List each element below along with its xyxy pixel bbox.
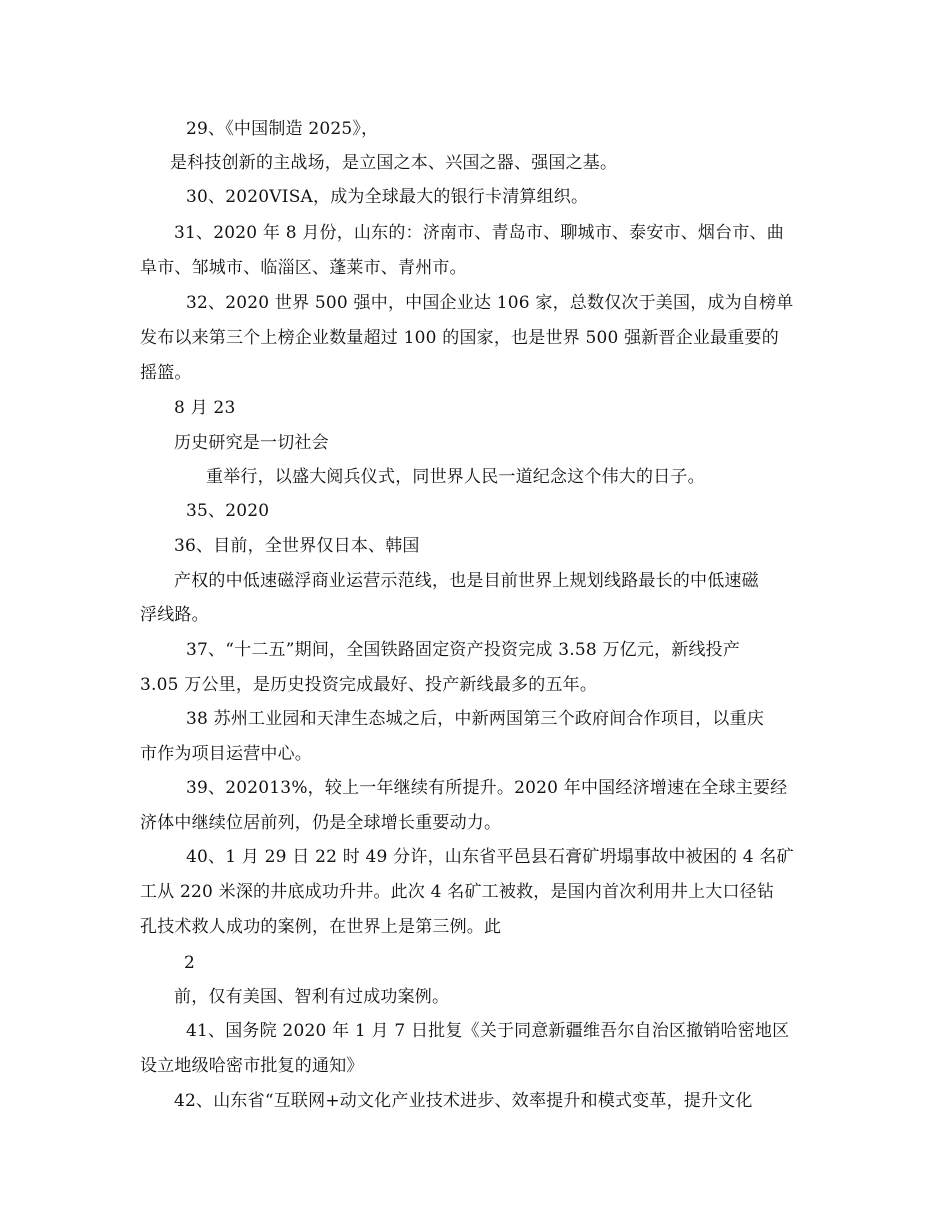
text-line-36-b: 产权的中低速磁浮商业运营示范线，也是目前世界上规划线路最长的中低速磁 [174, 571, 759, 591]
text-line-parade: 重举行，以盛大阅兵仪式，同世界人民一道纪念这个伟大的日子。 [206, 467, 705, 487]
text-line-31-b: 阜市、邹城市、临淄区、蓬莱市、青州市。 [140, 258, 467, 278]
text-line-40-b: 工从 220 米深的井底成功升井。此次 4 名矿工被救，是国内首次利用井上大口径钻 [140, 882, 775, 902]
page-number: 2 [184, 953, 196, 973]
text-line-40-c: 孔技术救人成功的案例，在世界上是第三例。此 [140, 917, 502, 937]
text-line-40-d: 前，仅有美国、智利有过成功案例。 [174, 987, 450, 1007]
text-line-40-a: 40、1 月 29 日 22 时 49 分许，山东省平邑县石膏矿坍塌事故中被困的 4 名矿 [186, 847, 794, 867]
text-line-29-body: 是科技创新的主战场，是立国之本、兴国之器、强国之基。 [170, 153, 618, 173]
text-line-32-c: 摇篮。 [140, 363, 192, 383]
text-line-37-b: 3.05 万公里，是历史投资完成最好、投产新线最多的五年。 [140, 675, 598, 695]
text-line-42: 42、山东省“互联网+动文化产业技术进步、效率提升和模式变革，提升文化 [174, 1091, 753, 1111]
text-line-39-b: 济体中继续位居前列，仍是全球增长重要动力。 [140, 813, 502, 833]
text-line-39-a: 39、202013%，较上一年继续有所提升。2020 年中国经济增速在全球主要经 [186, 778, 788, 798]
text-line-31-a: 31、2020 年 8 月份，山东的：济南市、青岛市、聊城市、泰安市、烟台市、曲 [174, 223, 784, 243]
text-line-36-c: 浮线路。 [140, 605, 209, 625]
text-line-29-title: 29、《中国制造 2025》， [186, 119, 379, 139]
text-line-38-a: 38 苏州工业园和天津生态城之后，中新两国第三个政府间合作项目，以重庆 [186, 709, 765, 729]
text-line-38-b: 市作为项目运营中心。 [140, 744, 312, 764]
text-line-41-b: 设立地级哈密市批复的通知》 [140, 1056, 364, 1076]
text-line-36-a: 36、目前，全世界仅日本、韩国 [174, 536, 420, 556]
text-line-41-a: 41、国务院 2020 年 1 月 7 日批复《关于同意新疆维吾尔自治区撤销哈密地区 [186, 1021, 790, 1041]
text-line-30: 30、2020VISA，成为全球最大的银行卡清算组织。 [186, 187, 589, 207]
text-line-history: 历史研究是一切社会 [174, 433, 329, 453]
text-line-37-a: 37、“十二五”期间，全国铁路固定资产投资完成 3.58 万亿元，新线投产 [186, 640, 741, 660]
text-line-32-b: 发布以来第三个上榜企业数量超过 100 的国家，也是世界 500 强新晋企业最重要的 [140, 328, 779, 348]
text-line-32-a: 32、2020 世界 500 强中，中国企业达 106 家，总数仅次于美国，成为自榜单 [186, 293, 794, 313]
text-line-date: 8 月 23 [174, 398, 236, 418]
text-line-35: 35、2020 [186, 501, 270, 521]
